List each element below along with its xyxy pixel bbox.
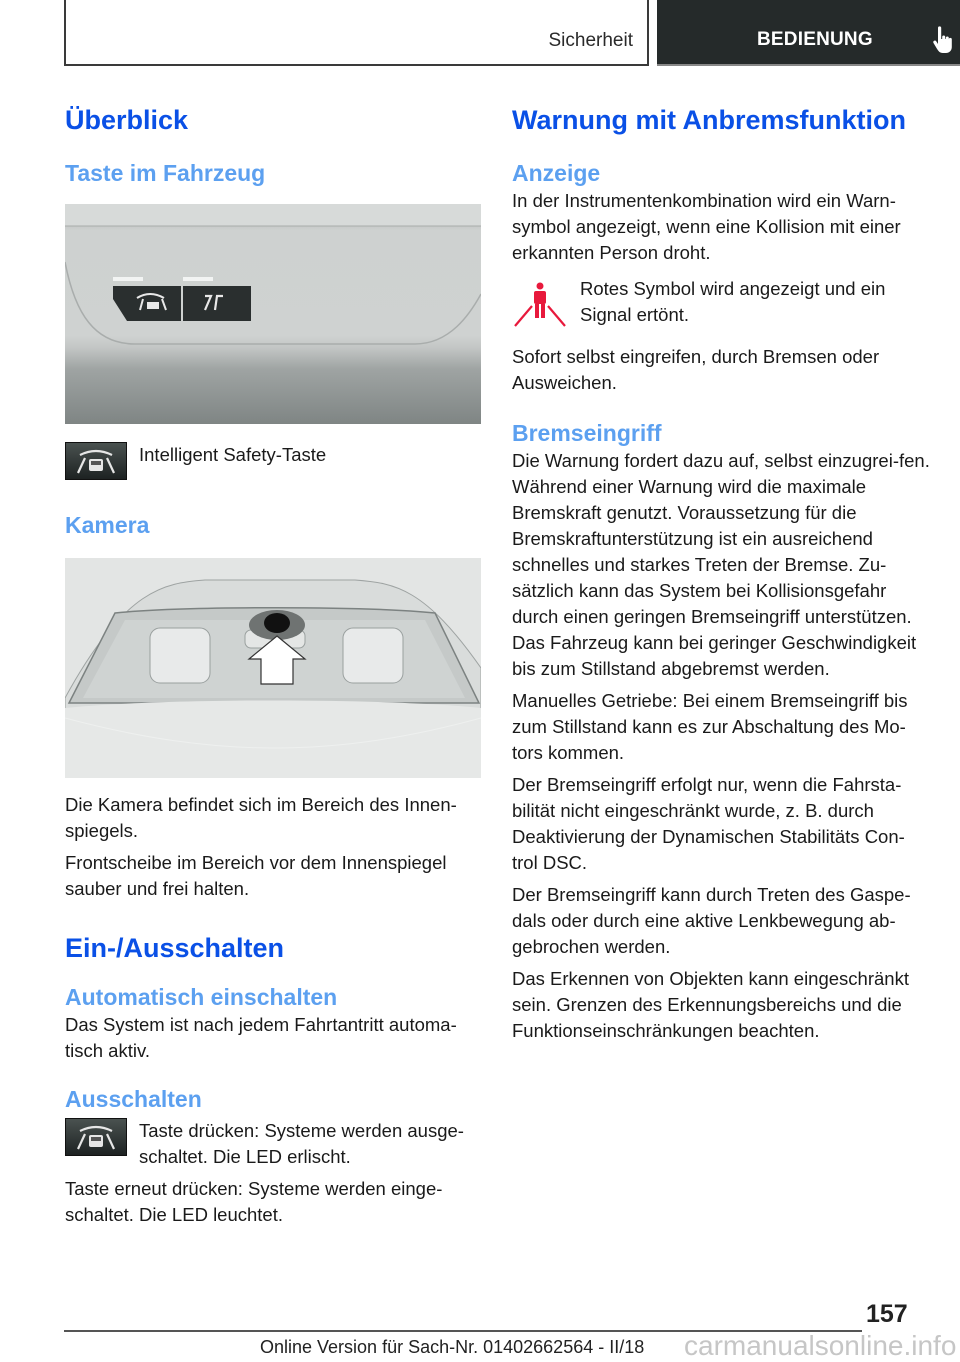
button-caption: Intelligent Safety-Taste <box>139 444 327 465</box>
pointing-hand-icon <box>932 26 954 54</box>
section-label: Sicherheit <box>548 30 633 51</box>
heading-off: Ausschalten <box>65 1086 202 1112</box>
camera-location-text: Die Kamera befindet sich im Bereich des Innen-spiegels. <box>65 794 457 841</box>
intelligent-safety-icon <box>65 1118 127 1156</box>
chapter-tab-bedienung[interactable] <box>657 0 960 66</box>
heading-overview: Überblick <box>65 105 189 135</box>
brake-text-4: Der Bremseingriff kann durch Treten des Gaspe-dals oder durch eine aktive Lenkbewegung ab-gebrochen werden. <box>512 884 911 957</box>
left-column <box>65 100 481 1228</box>
heading-on-off: Ein-/Ausschalten <box>65 933 285 963</box>
camera-clean-text: Frontscheibe im Bereich vor dem Innenspiegel sauber und frei halten. <box>65 852 447 899</box>
brake-text-3: Der Bremseingriff erfolgt nur, wenn die Fahrsta-bilität nicht eingeschränkt wurde, z. B. durch Deaktivierung der Dynamischen Stabilitäts Con-trol DSC. <box>512 774 905 873</box>
heading-warning-braking: Warnung mit Anbremsfunktion <box>512 105 906 135</box>
brake-text-1: Die Warnung fordert dazu auf, selbst einzugrei-fen. Während einer Warnung wird die maximale Bremskraft genutzt. Voraussetzung für die Bremskraftunterstützung ist ein ausreichend schnelles und starkes Treten der Bremse. Zu-sätzlich kann das System bei Kollisionsgefahr durch einen geringen Bremseingriff unterstützen. Das Fahrzeug kann bei geringer Geschwindigkeit bis zum Stillstand abgebremst werden. <box>512 450 930 679</box>
off-instruction-row <box>65 1118 481 1170</box>
on-again-text: Taste erneut drücken: Systeme werden einge-schaltet. Die LED leuchtet. <box>65 1178 443 1225</box>
warning-symbol-text: Rotes Symbol wird angezeigt und ein Signal ertönt. <box>580 278 886 325</box>
button-caption-row <box>65 442 481 480</box>
intelligent-safety-icon <box>65 442 127 480</box>
windshield-camera-photo <box>65 558 481 778</box>
display-text: In der Instrumentenkombination wird ein Warn-symbol angezeigt, wenn eine Kollision mit einer erkannten Person droht. <box>512 190 901 263</box>
brake-text-2: Manuelles Getriebe: Bei einem Bremseingriff bis zum Stillstand kann es zur Abschaltung des Mo-tors kommen. <box>512 690 908 763</box>
heading-camera: Kamera <box>65 512 150 538</box>
heading-brake-intervention: Bremseingriff <box>512 420 662 446</box>
page-number: 157 <box>866 1300 908 1328</box>
section-tab-sicherheit[interactable] <box>64 0 649 66</box>
heading-display: Anzeige <box>512 160 601 186</box>
act-immediately-text: Sofort selbst eingreifen, durch Bremsen oder Ausweichen. <box>512 346 880 393</box>
heading-auto-on: Automatisch einschalten <box>65 984 338 1010</box>
online-version-text: Online Version für Sach-Nr. 01402662564 - II/18 <box>260 1337 645 1357</box>
chapter-label: BEDIENUNG <box>757 29 873 50</box>
off-instruction-text: Taste drücken: Systeme werden ausge-schaltet. Die LED erlischt. <box>139 1120 464 1167</box>
brake-text-5: Das Erkennen von Objekten kann eingeschränkt sein. Grenzen des Erkennungsbereichs und die Funktionseinschränkungen beachten. <box>512 968 909 1041</box>
button-panel-photo <box>65 204 481 424</box>
heading-button-in-vehicle: Taste im Fahrzeug <box>65 160 266 186</box>
pedestrian-warning-icon <box>512 276 568 328</box>
auto-on-text: Das System ist nach jedem Fahrtantritt automa-tisch aktiv. <box>65 1014 457 1061</box>
watermark: carmanualsonline.info <box>684 1330 957 1361</box>
warning-symbol-row <box>512 276 930 328</box>
right-column <box>512 100 930 1044</box>
